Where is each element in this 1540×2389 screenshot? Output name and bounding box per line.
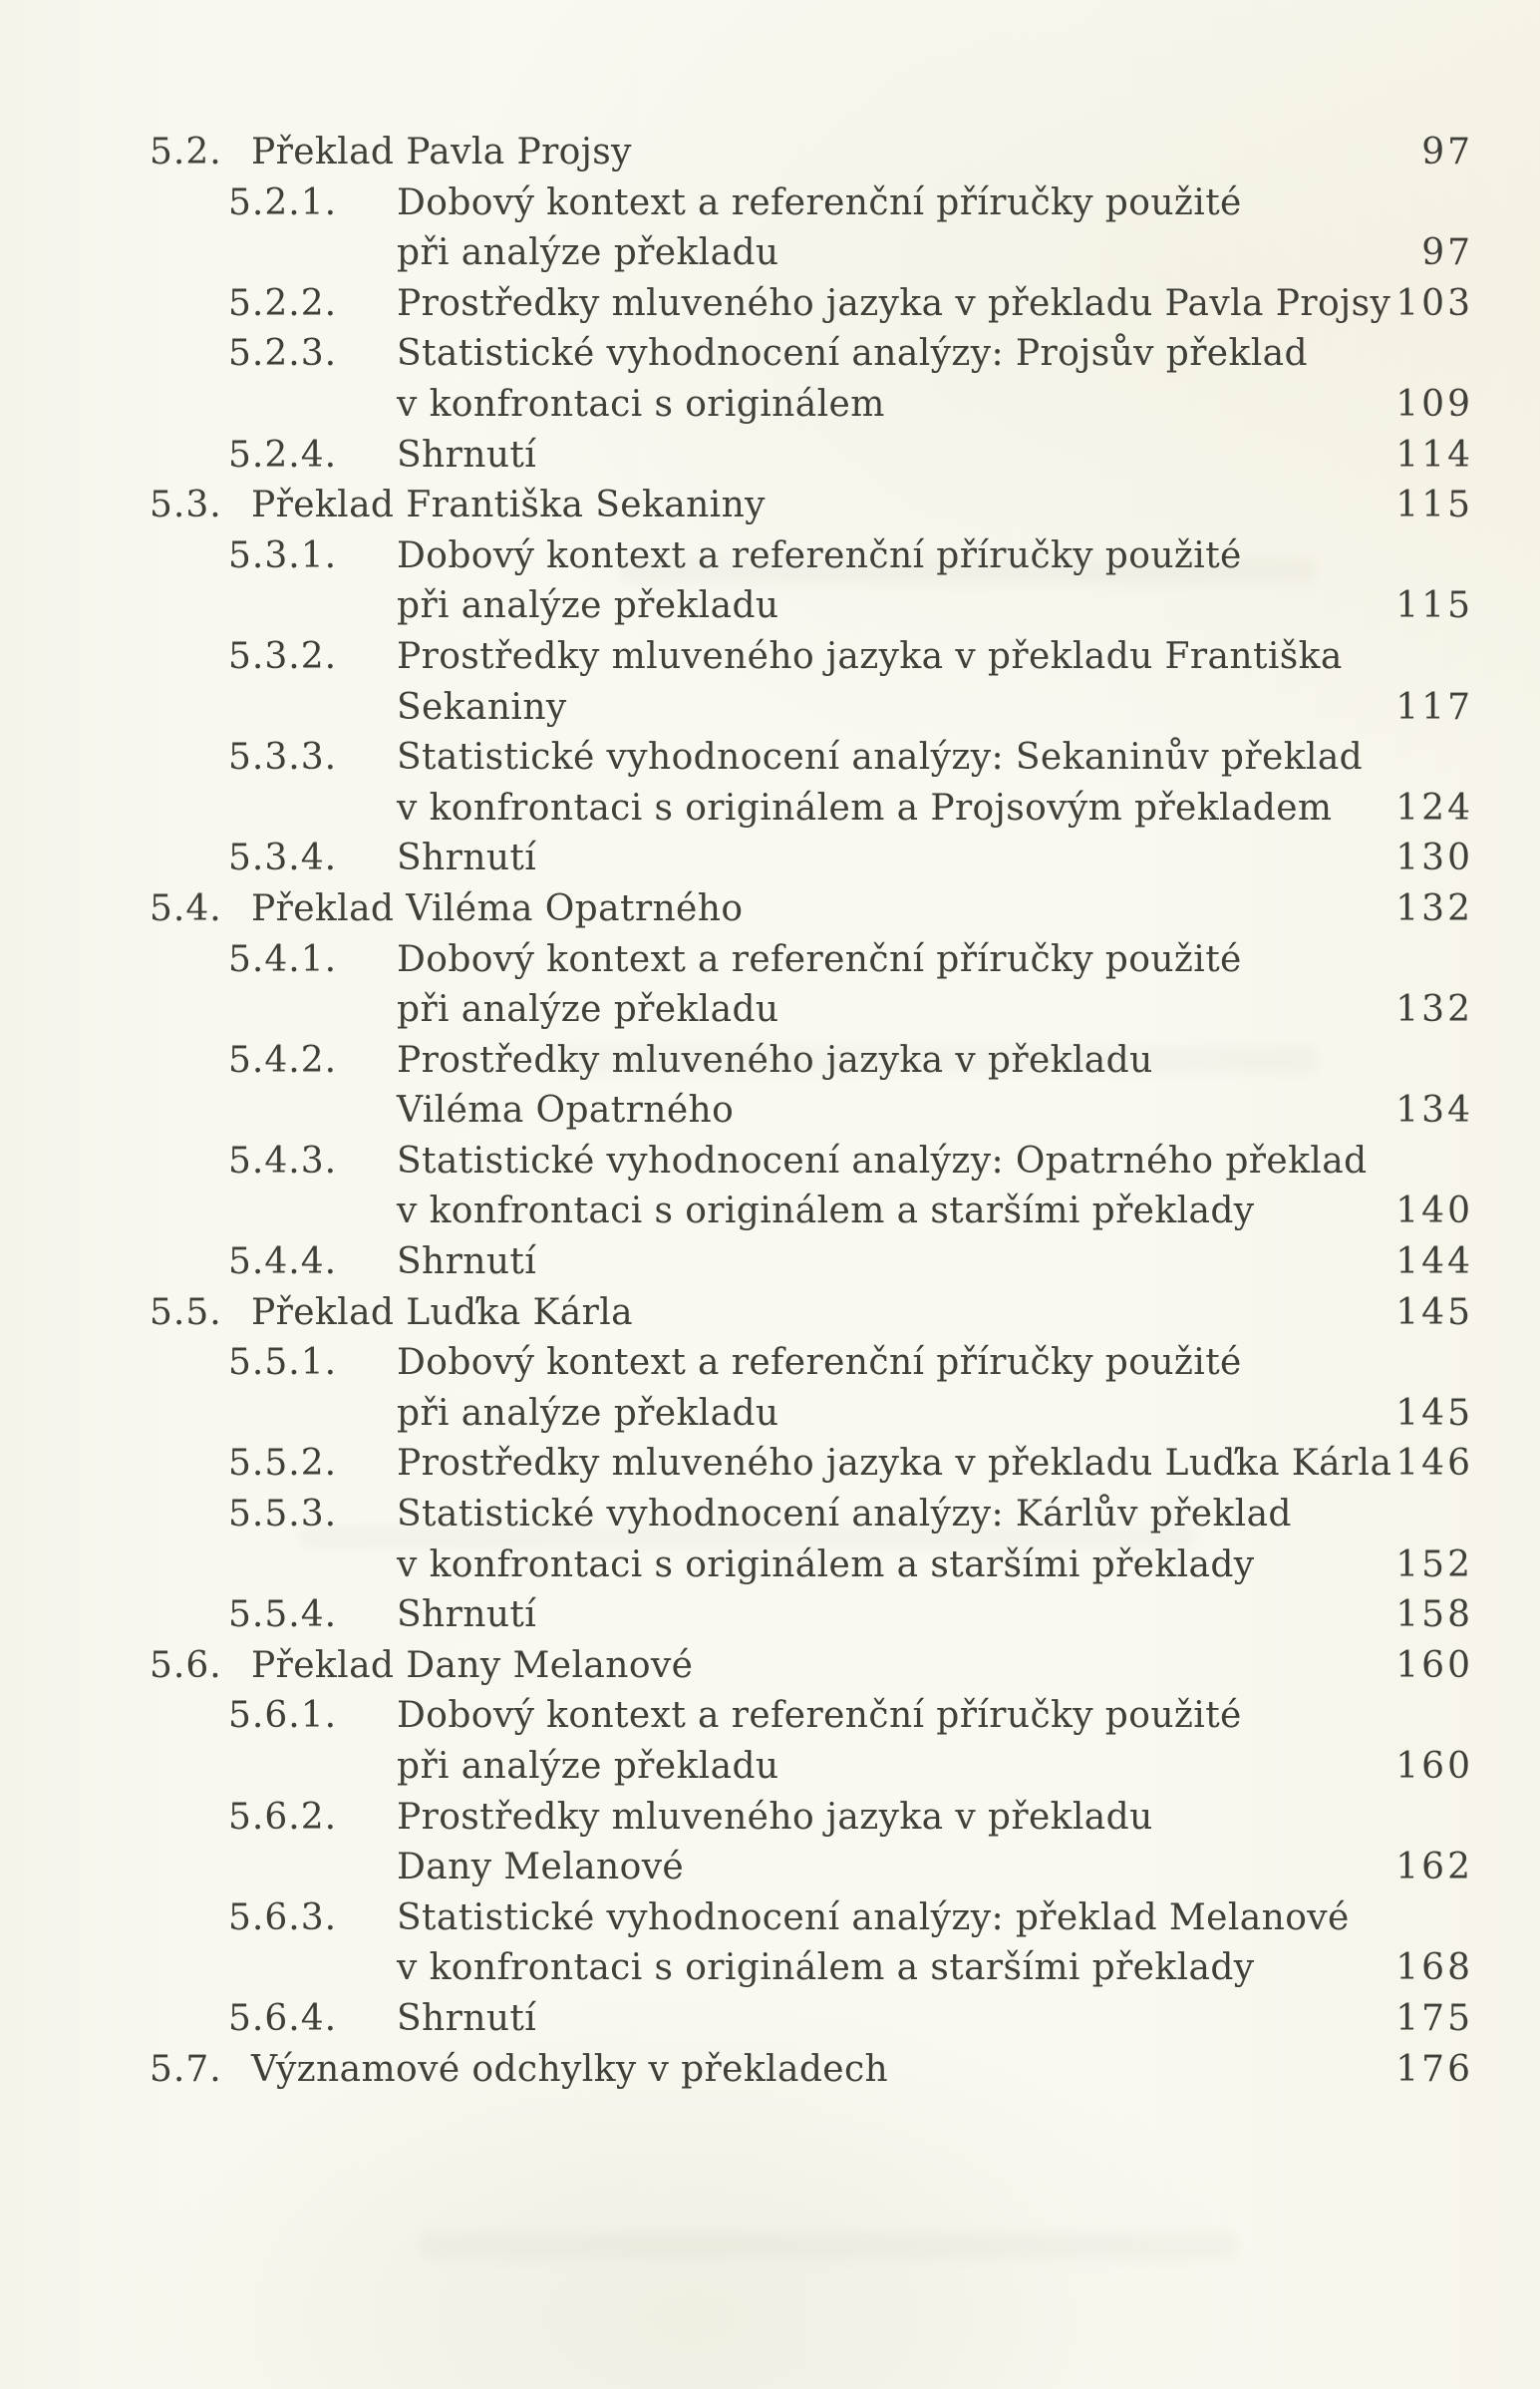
- toc-line: [0, 1137, 1540, 1188]
- toc-line: [0, 733, 1540, 784]
- toc-page-number: 145: [1395, 1392, 1473, 1434]
- toc-line: [0, 985, 1540, 1036]
- toc-entry-text: Shrnutí: [397, 1997, 537, 2039]
- toc-entry-text: Překlad Luďka Kárla: [251, 1291, 634, 1333]
- toc-line: [0, 431, 1540, 482]
- toc-entry-text: Překlad Dany Melanové: [251, 1644, 694, 1686]
- toc-line: [0, 128, 1540, 178]
- toc-entry-text: Viléma Opatrného: [397, 1090, 735, 1132]
- toc-line: [0, 1086, 1540, 1137]
- toc-entry-number: 5.4.4.: [228, 1241, 338, 1283]
- toc-entry-text: Dobový kontext a referenční příručky použité: [397, 938, 1242, 980]
- toc-entry-text: při analýze překladu: [397, 1392, 779, 1434]
- toc-line: [0, 1338, 1540, 1389]
- toc-entry-number: 5.5.3.: [228, 1494, 338, 1536]
- toc-entry-text: při analýze překladu: [397, 989, 779, 1031]
- toc-entry-text: Statistické vyhodnocení analýzy: Sekaninův překlad: [397, 737, 1364, 779]
- toc-entry-text: v konfrontaci s originálem: [397, 383, 885, 425]
- toc-page-number: 176: [1395, 2048, 1473, 2090]
- toc-entry-number: 5.4.2.: [228, 1039, 338, 1081]
- toc-line: [0, 1540, 1540, 1591]
- toc-entry-text: Překlad Viléma Opatrného: [251, 887, 744, 929]
- toc-page-number: 146: [1395, 1443, 1473, 1485]
- toc-line: [0, 1590, 1540, 1641]
- toc-line: [0, 481, 1540, 531]
- toc-line: [0, 784, 1540, 835]
- toc-page-number: 140: [1395, 1191, 1473, 1232]
- toc-line: [0, 1994, 1540, 2045]
- toc-page-number: 160: [1395, 1644, 1473, 1686]
- toc-entry-text: v konfrontaci s originálem a Projsovým překladem: [397, 787, 1333, 829]
- toc-entry-number: 5.7.: [150, 2048, 222, 2090]
- toc-line: [0, 279, 1540, 330]
- toc-entry-text: v konfrontaci s originálem a staršími překlady: [397, 1947, 1255, 1989]
- toc-page-number: 168: [1395, 1947, 1473, 1989]
- toc-line: [0, 632, 1540, 683]
- toc-entry-text: Statistické vyhodnocení analýzy: Projsův překlad: [397, 333, 1308, 375]
- toc-line: [0, 581, 1540, 632]
- toc-entry-text: Překlad Pavla Projsy: [251, 132, 632, 172]
- toc-line: [0, 1943, 1540, 1994]
- toc-entry-text: Sekaniny: [397, 686, 567, 728]
- toc-entry-text: Shrnutí: [397, 838, 537, 879]
- toc-entry-number: 5.2.3.: [228, 333, 338, 375]
- toc-entry-number: 5.6.: [150, 1644, 222, 1686]
- toc-line: [0, 683, 1540, 734]
- toc-entry-number: 5.4.: [150, 887, 222, 929]
- toc-entry-number: 5.3.4.: [228, 838, 338, 879]
- toc-entry-text: Shrnutí: [397, 1594, 537, 1636]
- toc-entry-text: Významové odchylky v překladech: [251, 2048, 889, 2090]
- toc-entry-text: Shrnutí: [397, 434, 537, 476]
- toc-entry-number: 5.2.4.: [228, 434, 338, 476]
- toc-page-number: 145: [1395, 1291, 1473, 1333]
- toc-entry-text: Dany Melanové: [397, 1847, 685, 1888]
- toc-page-number: 160: [1395, 1746, 1473, 1787]
- toc-entry-number: 5.3.: [150, 485, 222, 526]
- toc-entry-text: Statistické vyhodnocení analýzy: Kárlův překlad: [397, 1494, 1292, 1536]
- toc-page-number: 115: [1395, 585, 1473, 627]
- toc-entry-number: 5.5.4.: [228, 1594, 338, 1636]
- toc-entry-text: v konfrontaci s originálem a staršími překlady: [397, 1543, 1255, 1585]
- toc-entry-number: 5.2.2.: [228, 282, 338, 324]
- toc-page-number: 158: [1395, 1594, 1473, 1636]
- toc-line: [0, 1036, 1540, 1087]
- toc-page-number: 144: [1395, 1241, 1473, 1283]
- toc-line: [0, 1691, 1540, 1742]
- toc-entry-number: 5.6.1.: [228, 1695, 338, 1737]
- toc-entry-text: Dobový kontext a referenční příručky použité: [397, 181, 1242, 223]
- toc-entry-number: 5.5.2.: [228, 1443, 338, 1485]
- toc-line: [0, 1742, 1540, 1793]
- toc-entry-text: při analýze překladu: [397, 585, 779, 627]
- toc-entry-text: Prostředky mluveného jazyka v překladu Františka: [397, 635, 1343, 677]
- toc-entry-text: Prostředky mluveného jazyka v překladu: [397, 1796, 1153, 1838]
- toc-page-number: 109: [1395, 383, 1473, 425]
- toc-page-number: 97: [1421, 232, 1473, 274]
- toc-line: [0, 834, 1540, 884]
- toc-entry-text: při analýze překladu: [397, 1746, 779, 1787]
- toc-entry-text: Prostředky mluveného jazyka v překladu Luďka Kárla: [397, 1443, 1392, 1485]
- toc-page-number: 114: [1395, 434, 1473, 476]
- toc-entry-number: 5.5.: [150, 1291, 222, 1333]
- toc-page-number: 117: [1395, 686, 1473, 728]
- toc-entry-number: 5.2.1.: [228, 181, 338, 223]
- toc-entry-number: 5.5.1.: [228, 1342, 338, 1384]
- toc-line: [0, 380, 1540, 431]
- toc-page-number: 115: [1395, 485, 1473, 526]
- toc-page-number: 97: [1421, 132, 1473, 172]
- toc-entry-number: 5.3.2.: [228, 635, 338, 677]
- toc-entry-number: 5.6.3.: [228, 1896, 338, 1938]
- toc-entry-text: Překlad Františka Sekaniny: [251, 485, 766, 526]
- toc-line: [0, 228, 1540, 279]
- toc-entry-text: Statistické vyhodnocení analýzy: překlad Melanové: [397, 1896, 1350, 1938]
- toc-page-number: 130: [1395, 838, 1473, 879]
- toc-line: [0, 1389, 1540, 1440]
- toc-entry-text: Statistické vyhodnocení analýzy: Opatrného překlad: [397, 1140, 1368, 1182]
- toc-entry-text: Dobový kontext a referenční příručky použité: [397, 1695, 1242, 1737]
- toc-entry-number: 5.3.3.: [228, 737, 338, 779]
- toc-line: [0, 1793, 1540, 1844]
- toc-entry-number: 5.4.3.: [228, 1140, 338, 1182]
- toc-entry-text: v konfrontaci s originálem a staršími překlady: [397, 1191, 1255, 1232]
- toc-line: [0, 1843, 1540, 1893]
- toc-line: [0, 1641, 1540, 1692]
- toc-entry-number: 5.2.: [150, 132, 222, 172]
- toc-entry-text: Dobový kontext a referenční příručky použité: [397, 534, 1242, 576]
- toc-line: [0, 1893, 1540, 1944]
- toc-line: [0, 1439, 1540, 1490]
- toc-page-number: 124: [1395, 787, 1473, 829]
- toc-line: [0, 178, 1540, 229]
- toc-line: [0, 329, 1540, 380]
- toc-page-number: 132: [1395, 989, 1473, 1031]
- toc-entry-text: při analýze překladu: [397, 232, 779, 274]
- toc-entry-text: Shrnutí: [397, 1241, 537, 1283]
- toc-entry-number: 5.6.4.: [228, 1997, 338, 2039]
- toc-page-number: 103: [1395, 282, 1473, 324]
- toc-entry-text: Prostředky mluveného jazyka v překladu: [397, 1039, 1153, 1081]
- toc-page-number: 162: [1395, 1847, 1473, 1888]
- toc-line: [0, 2045, 1540, 2096]
- toc-line: [0, 1288, 1540, 1339]
- toc-entry-text: Prostředky mluveného jazyka v překladu Pavla Projsy: [397, 282, 1391, 324]
- toc-page-number: 132: [1395, 887, 1473, 929]
- toc-page-number: 175: [1395, 1997, 1473, 2039]
- toc-line: [0, 884, 1540, 935]
- toc-entry-text: Dobový kontext a referenční příručky použité: [397, 1342, 1242, 1384]
- toc-line: [0, 531, 1540, 582]
- toc-entry-number: 5.6.2.: [228, 1796, 338, 1838]
- toc-entry-number: 5.4.1.: [228, 938, 338, 980]
- toc-line: [0, 1237, 1540, 1288]
- table-of-contents: [0, 128, 1540, 2095]
- toc-page-number: 152: [1395, 1543, 1473, 1585]
- scan-showthrough-artifact: [419, 2233, 1236, 2259]
- toc-line: [0, 1490, 1540, 1540]
- toc-page-number: 134: [1395, 1090, 1473, 1132]
- toc-entry-number: 5.3.1.: [228, 534, 338, 576]
- toc-line: [0, 1187, 1540, 1237]
- toc-line: [0, 935, 1540, 986]
